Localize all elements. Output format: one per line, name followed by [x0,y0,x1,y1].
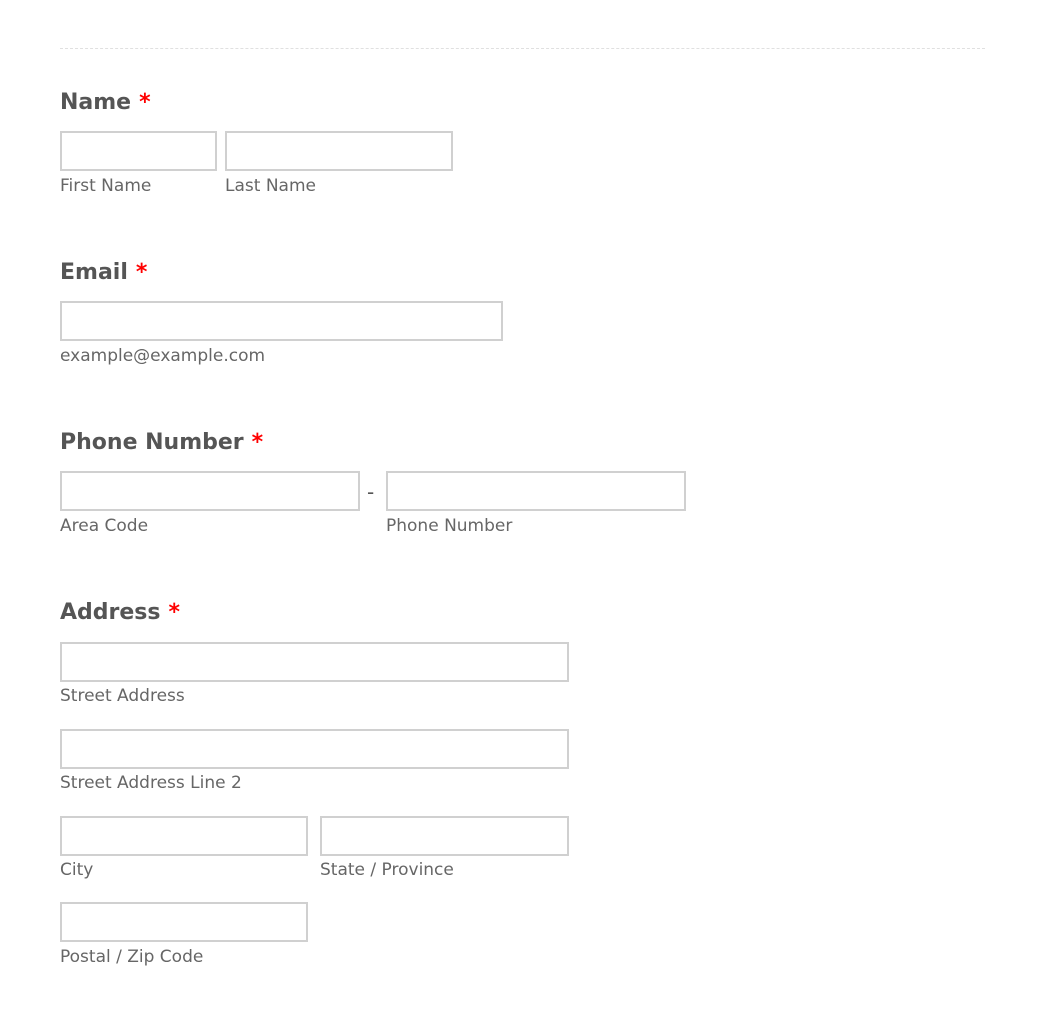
area-code-sublabel: Area Code [60,516,149,536]
zip-sublabel: Postal / Zip Code [60,947,204,967]
street-address-input[interactable] [60,642,569,682]
area-code-input[interactable] [60,471,360,511]
phone-number-input[interactable] [386,471,686,511]
last-name-input[interactable] [225,131,453,171]
email-hint: example@example.com [60,346,266,366]
state-input[interactable] [320,816,569,856]
name-label: Name * [60,90,151,115]
first-name-sublabel: First Name [60,176,152,196]
city-input[interactable] [60,816,308,856]
email-label: Email * [60,260,148,285]
state-sublabel: State / Province [320,860,454,880]
required-asterisk: * [139,90,151,115]
phone-number-sublabel: Phone Number [386,516,513,536]
street-address-sublabel: Street Address [60,686,185,706]
first-name-input[interactable] [60,131,217,171]
zip-input[interactable] [60,902,308,942]
required-asterisk: * [135,260,148,285]
street-address-line2-input[interactable] [60,729,569,769]
address-label: Address * [60,600,180,625]
required-asterisk: * [251,430,264,455]
section-divider [60,48,985,49]
required-asterisk: * [168,600,180,625]
street-address-line2-sublabel: Street Address Line 2 [60,773,242,793]
city-sublabel: City [60,860,94,880]
email-input[interactable] [60,301,503,341]
phone-separator: - [367,480,375,504]
last-name-sublabel: Last Name [225,176,316,196]
phone-label: Phone Number * [60,430,264,455]
